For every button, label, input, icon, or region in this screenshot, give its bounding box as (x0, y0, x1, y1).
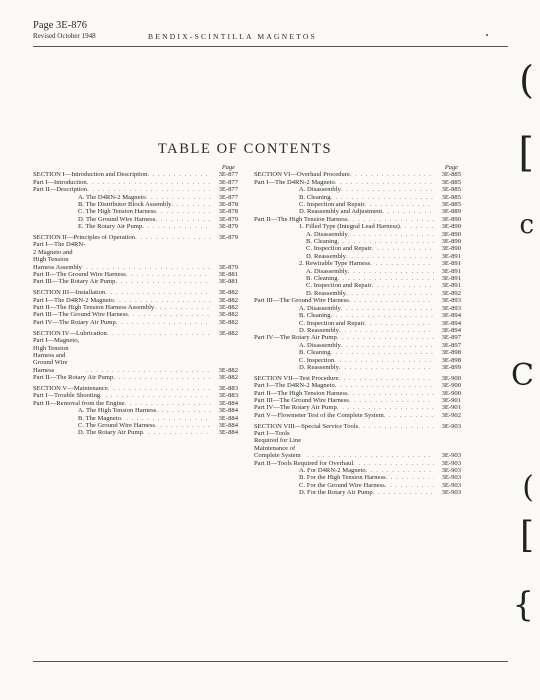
toc-subentry[interactable] (254, 282, 461, 289)
toc-entry-text: Part IV—The Rotary Air Pump (254, 404, 337, 412)
toc-entry-page: 3E-890 (441, 245, 461, 253)
toc-section-entry[interactable] (254, 375, 461, 382)
toc-entry-page: 3E-902 (441, 411, 461, 419)
toc-subentry[interactable] (33, 429, 238, 436)
toc-entry-page: 3E-882 (218, 318, 238, 326)
toc-subentry[interactable] (254, 275, 461, 282)
toc-entry-text: Part II—Description (33, 186, 88, 194)
toc-entry-text: Part IV—The Rotary Air Pump (254, 334, 337, 342)
toc-entry-page: 3E-903 (441, 474, 461, 482)
leader-dots (154, 304, 211, 311)
toc-entry-page: 3E-890 (441, 230, 461, 238)
leader-dots (366, 467, 434, 474)
leader-dots (307, 452, 434, 459)
toc-entry-text: B. For the High Tension Harness (299, 474, 386, 482)
leader-dots (107, 330, 211, 337)
toc-entry-page: 3E-885 (441, 193, 461, 201)
toc-entry-text: Part I—The D4RN-2 Magneto and High Tension Harness Assembly (33, 241, 86, 271)
toc-entry-text: 1. Filled Type (Integral Lead Harness) (299, 223, 400, 231)
leader-dots (334, 357, 434, 364)
toc-entry-page: 3E-892 (441, 289, 461, 297)
toc-section-entry[interactable] (33, 330, 238, 337)
toc-entry-text: B. Cleaning (299, 312, 331, 320)
toc-entry-text: B. Cleaning (306, 238, 338, 246)
toc-entry-page: 3E-882 (218, 374, 238, 382)
leader-dots (121, 415, 211, 422)
toc-entry-page: 3E-883 (218, 392, 238, 400)
toc-entry-text: Part II—The High Tension Harness (254, 389, 348, 397)
toc-part-entry[interactable] (33, 304, 238, 311)
leader-dots (114, 297, 211, 304)
toc-subentry[interactable] (33, 415, 238, 422)
leader-dots (155, 422, 211, 429)
toc-entry-text: D. Reassembly (306, 289, 346, 297)
toc-entry-text: A. Disassembly (306, 267, 348, 275)
toc-entry-page: 3E-877 (218, 171, 238, 179)
page-column-label: Page (444, 164, 458, 171)
toc-right-column (254, 164, 461, 497)
toc-subentry[interactable] (254, 312, 461, 319)
leader-dots (135, 234, 211, 241)
toc-part-entry[interactable] (33, 319, 238, 326)
toc-entry-page: 3E-891 (441, 267, 461, 275)
leader-dots (365, 201, 434, 208)
toc-entry-text: Part II—The Rotary Air Pump (33, 374, 114, 382)
toc-entry-page: 3E-885 (441, 178, 461, 186)
margin-mark-icon: c (519, 210, 534, 240)
leader-dots (125, 400, 211, 407)
toc-entry-page: 3E-890 (441, 238, 461, 246)
toc-subentry[interactable] (254, 194, 461, 201)
leader-dots (346, 290, 434, 297)
margin-mark-icon: C (511, 358, 534, 393)
revision-date: Revised October 1948 (33, 32, 96, 40)
toc-subentry[interactable] (254, 201, 461, 208)
toc-entry-page: 3E-884 (218, 429, 238, 437)
leader-dots (331, 194, 434, 201)
toc-entry-text: Part III—The Rotary Air Pump (33, 278, 116, 286)
toc-section-entry[interactable] (254, 171, 461, 178)
toc-entry-text: Part II—Tools Required for Overhaul (254, 459, 354, 467)
leader-dots (341, 186, 434, 193)
toc-entry-page: 3E-903 (441, 422, 461, 430)
leader-dots (348, 216, 434, 223)
toc-entry-page: 3E-882 (218, 296, 238, 304)
leader-dots (335, 382, 434, 389)
toc-entry-text: C. Inspection and Repair (299, 319, 365, 327)
toc-subentry[interactable] (254, 349, 461, 356)
leader-dots (155, 216, 211, 223)
toc-part-entry[interactable] (33, 297, 238, 304)
leader-dots (338, 375, 434, 382)
leader-dots (335, 179, 434, 186)
leader-dots (126, 271, 211, 278)
leader-dots (341, 305, 434, 312)
toc-entry-page: 3E-878 (218, 208, 238, 216)
toc-entry-text: Part I—The D4RN-2 Magneto (33, 296, 114, 304)
leader-dots (348, 231, 434, 238)
toc-entry-text: SECTION IV—Lubrication (33, 329, 107, 337)
toc-entry-page: 3E-890 (441, 223, 461, 231)
toc-subentry[interactable] (254, 364, 461, 371)
toc-part-entry[interactable] (254, 397, 461, 404)
toc-entry-text: D. The Rotary Air Pump (78, 429, 143, 437)
toc-entry-page: 3E-877 (218, 186, 238, 194)
leader-dots (349, 397, 434, 404)
leader-dots (341, 342, 434, 349)
toc-entry-text: Part III—The Ground Wire Harness (254, 297, 349, 305)
page-number: Page 3E-876 (33, 20, 87, 31)
toc-subentry[interactable] (254, 245, 461, 252)
toc-subentry[interactable] (254, 342, 461, 349)
toc-entry-page: 3E-890 (441, 215, 461, 223)
toc-subentry[interactable] (33, 201, 238, 208)
toc-entry-page: 3E-897 (441, 334, 461, 342)
toc-entry-text: B. Cleaning (299, 193, 331, 201)
running-title: BENDIX-SCINTILLA MAGNETOS (148, 32, 317, 41)
toc-entry-page: 3E-899 (441, 363, 461, 371)
toc-entry-page: 3E-881 (218, 278, 238, 286)
leader-dots (128, 311, 211, 318)
margin-bracket-icon: [ (519, 515, 534, 556)
toc-subentry[interactable] (254, 474, 461, 481)
leader-dots (171, 201, 211, 208)
toc-entry-text: C. The High Tension Harness (78, 208, 156, 216)
toc-entry-text: C. The Ground Wire Harness (78, 421, 155, 429)
margin-brace-icon: { (512, 585, 534, 625)
leader-dots (358, 423, 434, 430)
toc-entry-page: 3E-903 (441, 489, 461, 497)
toc-entry-text: D. Reassembly (299, 363, 339, 371)
leader-dots (339, 364, 434, 371)
toc-entry-text: SECTION I—Introduction and Description (33, 171, 148, 179)
toc-part-entry[interactable] (33, 311, 238, 318)
toc-entry-text: SECTION VI—Overhaul Procedure (254, 171, 350, 179)
toc-entry-text: C. Inspection (299, 356, 335, 364)
leader-dots (113, 374, 211, 381)
toc-entry-text: A. For D4RN-2 Magneto (299, 467, 366, 475)
toc-part-entry[interactable] (33, 271, 238, 278)
toc-entry-text: D. For the Rotary Air Pump (299, 489, 373, 497)
toc-part-entry[interactable] (33, 179, 238, 186)
leader-dots (86, 264, 211, 271)
toc-subentry[interactable] (33, 216, 238, 223)
toc-entry-page: 3E-901 (441, 404, 461, 412)
toc-entry-page: 3E-882 (218, 366, 238, 374)
leader-dots (365, 320, 434, 327)
toc-subentry[interactable] (33, 223, 238, 230)
toc-entry-page: 3E-877 (218, 193, 238, 201)
toc-entry-page: 3E-879 (218, 234, 238, 242)
toc-entry-text: D. The Ground Wire Harness (78, 215, 156, 223)
toc-entry-text: Part IV—The Rotary Air Pump (33, 318, 116, 326)
toc-entry-page: 3E-882 (218, 289, 238, 297)
leader-dots (337, 404, 434, 411)
toc-entry-text: 2. Rewirable Type Harness (299, 260, 371, 268)
toc-entry-page: 3E-884 (218, 407, 238, 415)
toc-entry-text: SECTION V—Maintenance (33, 384, 108, 392)
leader-dots (372, 245, 434, 252)
toc-entry-text: C. Inspection and Repair (306, 282, 372, 290)
toc-subentry[interactable] (33, 407, 238, 414)
margin-bracket-icon: [ (518, 130, 534, 176)
leader-dots (349, 297, 434, 304)
toc-part-entry[interactable] (254, 390, 461, 397)
leader-dots (338, 275, 434, 282)
toc-part-entry[interactable] (254, 404, 461, 411)
toc-entry-page: 3E-901 (441, 396, 461, 404)
toc-entry-text: Part II—Removal from the Engine (33, 399, 125, 407)
toc-entry-page: 3E-893 (441, 304, 461, 312)
toc-part-entry[interactable] (33, 186, 238, 193)
leader-dots (372, 282, 434, 289)
toc-entry-page: 3E-891 (441, 282, 461, 290)
toc-entry-text: Part I—Introduction (33, 178, 87, 186)
leader-dots (370, 260, 434, 267)
toc-subentry[interactable] (254, 305, 461, 312)
toc-part-entry[interactable] (33, 374, 238, 381)
toc-entry-text: D. Reassembly (306, 252, 346, 260)
toc-entry-text: A. Disassembly (299, 186, 341, 194)
leader-dots (147, 171, 211, 178)
toc-entry-text: B. Cleaning (306, 275, 338, 283)
toc-entry-text: C. For the Ground Wire Harness (299, 481, 385, 489)
toc-entry-page: 3E-903 (441, 452, 461, 460)
toc-section-entry[interactable] (33, 385, 238, 392)
toc-entry-page: 3E-897 (441, 341, 461, 349)
leader-dots (384, 412, 434, 419)
toc-subentry[interactable] (254, 489, 461, 496)
toc-entry-text: Part I—Magneto, High Tension Harness and Ground Wire Harness (33, 337, 80, 374)
toc-entry-text: Part II—The High Tension Harness (254, 215, 348, 223)
toc-entry-text: A. Disassembly (299, 341, 341, 349)
leader-dots (400, 223, 434, 230)
toc-part-entry[interactable] (254, 460, 461, 467)
toc-entry-text: Part III—The Ground Wire Harness (33, 311, 128, 319)
leader-dots (339, 327, 434, 334)
toc-entry-page: 3E-882 (218, 304, 238, 312)
toc-entry-page: 3E-882 (218, 311, 238, 319)
toc-part-entry[interactable] (33, 400, 238, 407)
toc-entry-page: 3E-885 (441, 186, 461, 194)
toc-entry-page: 3E-900 (441, 374, 461, 382)
toc-entry-text: A. Disassembly (299, 304, 341, 312)
toc-section-entry[interactable] (33, 171, 238, 178)
toc-entry-text: A. Disassembly (306, 230, 348, 238)
leader-dots (86, 367, 211, 374)
toc-section-entry[interactable] (33, 289, 238, 296)
toc-entry-page: 3E-883 (218, 384, 238, 392)
toc-entry-page: 3E-885 (441, 201, 461, 209)
toc-entry-page: 3E-891 (441, 260, 461, 268)
leader-dots (156, 407, 211, 414)
leader-dots (346, 253, 434, 260)
toc-subentry[interactable] (254, 290, 461, 297)
toc-part-entry[interactable] (33, 337, 238, 374)
toc-part-entry[interactable] (254, 334, 461, 341)
toc-entry-page: 3E-885 (441, 171, 461, 179)
toc-entry-page: 3E-884 (218, 414, 238, 422)
toc-subentry[interactable] (33, 422, 238, 429)
toc-entry-text: E. The Rotary Air Pump (78, 223, 143, 231)
toc-left-column (33, 164, 238, 437)
leader-dots (348, 390, 434, 397)
toc-subentry[interactable] (254, 186, 461, 193)
leader-dots (143, 429, 211, 436)
toc-entry-text: SECTION VIII—Special Service Tools (254, 422, 359, 430)
leader-dots (87, 179, 211, 186)
toc-part-entry[interactable] (254, 412, 461, 419)
toc-entry-page: 3E-879 (218, 215, 238, 223)
leader-dots (100, 392, 211, 399)
toc-entry-page: 3E-894 (441, 319, 461, 327)
toc-entry-page: 3E-903 (441, 481, 461, 489)
leader-dots (331, 312, 434, 319)
toc-entry-text: Part II—The High Tension Harness Assembly (33, 304, 155, 312)
toc-entry-text: SECTION III—Installation (33, 289, 106, 297)
toc-entry-text: D. Reassembly (299, 326, 339, 334)
toc-entry-text: SECTION II—Principles of Operation (33, 234, 136, 242)
leader-dots (373, 489, 434, 496)
toc-entry-text: B. The Distributor Block Assembly (78, 201, 172, 209)
toc-subentry[interactable] (254, 327, 461, 334)
margin-bracket-icon: ( (519, 58, 534, 102)
toc-entry-text: A. The High Tension Harness (78, 407, 157, 415)
toc-entry-page: 3E-898 (441, 356, 461, 364)
toc-section-entry[interactable] (254, 423, 461, 430)
toc-entry-text: Part I—Tools Required for Line Maintenance of Complete System (254, 429, 302, 460)
toc-part-entry[interactable] (33, 392, 238, 399)
leader-dots (87, 186, 211, 193)
leader-dots (105, 289, 211, 296)
toc-entry-text: B. Cleaning (299, 349, 331, 357)
toc-entry-text: Part III—The Ground Wire Harness (254, 396, 349, 404)
toc-entry-page: 3E-882 (218, 329, 238, 337)
toc-subentry[interactable] (254, 238, 461, 245)
toc-subentry[interactable] (33, 208, 238, 215)
toc-entry-page: 3E-894 (441, 312, 461, 320)
leader-dots (382, 208, 434, 215)
toc-entry-page: 3E-900 (441, 389, 461, 397)
toc-entry-text: Part I—The D4RN-2 Magneto (254, 382, 335, 390)
leader-dots (337, 334, 434, 341)
toc-part-entry[interactable] (254, 430, 461, 460)
toc-entry-page: 3E-879 (218, 223, 238, 231)
toc-part-entry[interactable] (33, 241, 238, 271)
toc-entry-page: 3E-891 (441, 275, 461, 283)
toc-entry-page: 3E-884 (218, 399, 238, 407)
toc-entry-text: Part V—Flowmeter Test of the Complete System (254, 411, 384, 419)
toc-title: TABLE OF CONTENTS (157, 141, 333, 157)
leader-dots (156, 208, 211, 215)
footer-rule (33, 661, 508, 662)
toc-subentry[interactable] (254, 467, 461, 474)
toc-subentry[interactable] (254, 268, 461, 275)
toc-subentry[interactable] (254, 223, 461, 230)
leader-dots (108, 385, 211, 392)
leader-dots (353, 460, 434, 467)
toc-entry-page: 3E-898 (441, 349, 461, 357)
toc-entry-text: SECTION VII—Test Procedure (254, 374, 339, 382)
toc-entry-text: Part I—Trouble Shooting (33, 392, 101, 400)
toc-entry-text: C. Inspection and Repair (306, 245, 372, 253)
toc-subentry[interactable] (33, 194, 238, 201)
toc-part-entry[interactable] (254, 179, 461, 186)
toc-entry-page: 3E-900 (441, 382, 461, 390)
toc-entry-page: 3E-878 (218, 201, 238, 209)
toc-subentry[interactable] (254, 208, 461, 215)
toc-entry-page: 3E-903 (441, 467, 461, 475)
leader-dots (385, 482, 434, 489)
leader-dots (115, 278, 211, 285)
toc-entry-page: 3E-889 (441, 208, 461, 216)
toc-entry-page: 3E-894 (441, 326, 461, 334)
toc-entry-text: Part II—The Ground Wire Harness (33, 271, 126, 279)
toc-entry-text: B. The Magneto (78, 414, 121, 422)
toc-entry-page: 3E-891 (441, 252, 461, 260)
leader-dots (350, 171, 434, 178)
toc-subentry[interactable] (254, 357, 461, 364)
leader-dots (116, 319, 211, 326)
header-rule (33, 46, 508, 47)
toc-entry-text: Part I—The D4RN-2 Magneto (254, 178, 335, 186)
toc-entry-page: 3E-879 (218, 263, 238, 271)
toc-subentry[interactable] (254, 320, 461, 327)
toc-section-entry[interactable] (33, 234, 238, 241)
toc-subentry[interactable] (254, 231, 461, 238)
pencil-dot-icon (486, 34, 488, 36)
leader-dots (331, 349, 434, 356)
toc-part-entry[interactable] (254, 382, 461, 389)
toc-subentry[interactable] (254, 253, 461, 260)
toc-part-entry[interactable] (254, 297, 461, 304)
toc-entry-text: D. Reassembly and Adjustment (299, 208, 383, 216)
margin-bracket-icon: ( (522, 470, 534, 505)
leader-dots (146, 194, 211, 201)
leader-dots (142, 223, 211, 230)
leader-dots (348, 268, 434, 275)
toc-part-entry[interactable] (254, 216, 461, 223)
toc-entry-text: A. The D4RN-2 Magneto (78, 193, 146, 201)
toc-subentry[interactable] (254, 260, 461, 267)
toc-entry-page: 3E-884 (218, 421, 238, 429)
page-column-label: Page (221, 164, 235, 171)
toc-entry-page: 3E-877 (218, 178, 238, 186)
toc-part-entry[interactable] (33, 278, 238, 285)
leader-dots (338, 238, 434, 245)
toc-entry-page: 3E-903 (441, 459, 461, 467)
toc-entry-page: 3E-893 (441, 297, 461, 305)
toc-subentry[interactable] (254, 482, 461, 489)
leader-dots (386, 474, 434, 481)
toc-entry-page: 3E-881 (218, 271, 238, 279)
toc-entry-text: C. Inspection and Repair (299, 201, 365, 209)
